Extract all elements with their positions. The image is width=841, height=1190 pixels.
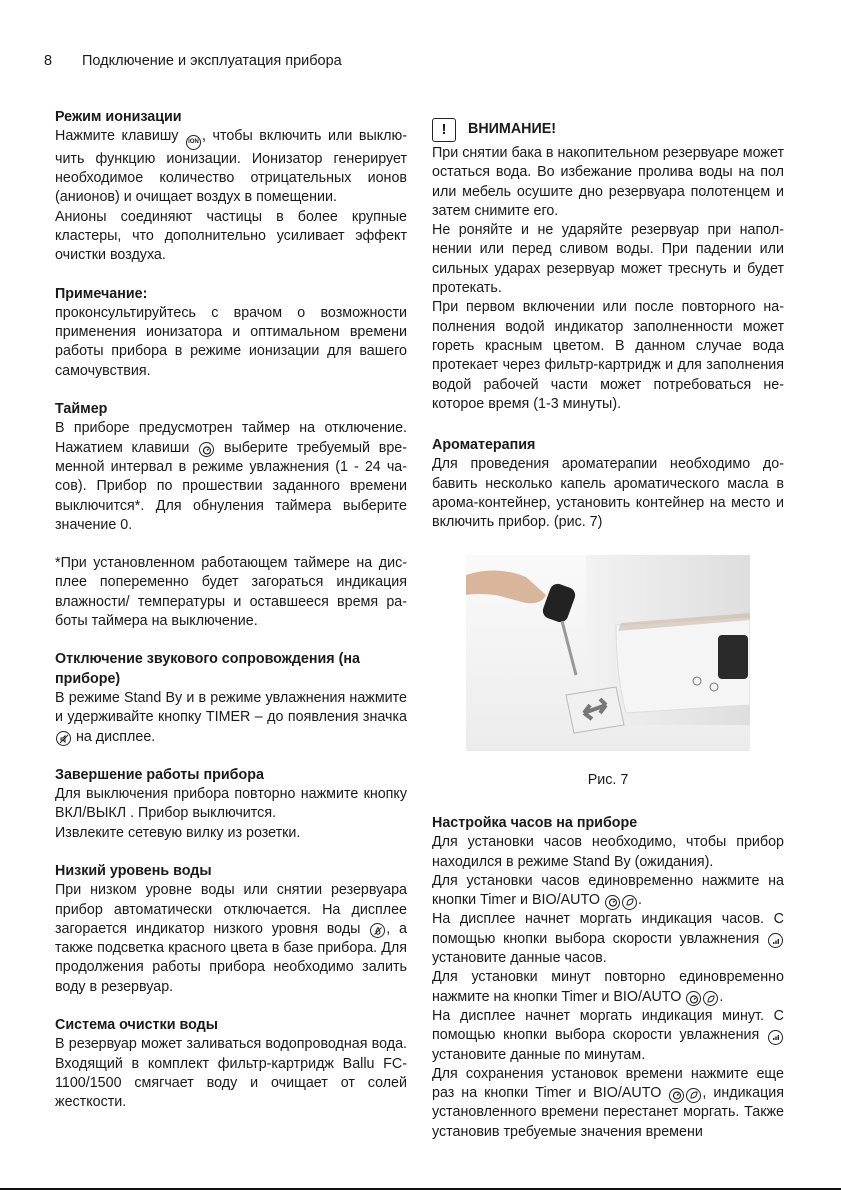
section-low-water [55,862,407,997]
section-title: Ароматерапия [432,437,536,454]
paragraph: При первом включении или после повторного наполнения водой индикатор заполненности может гореть красным цветом. В данном случае вода протекает через фильтр-картридж и для заполнения водой рабочей части может потребоваться некоторое время (1-3 минуты). [432,299,784,412]
timer-button-icon [199,442,214,457]
section-title: Система очистки воды [55,1017,218,1034]
text: , индикация установленного времени перестанет моргать. Также установив требуемые значения времени [432,1085,784,1140]
section-title: Режим ионизации [55,109,182,125]
text: Для установки минут повторно единовременно нажмите на кнопки Timer и BIO/AUTO [432,969,784,1005]
text: . [638,892,643,909]
mute-icon [56,731,71,746]
paragraph [55,419,407,535]
warning-icon: ! [432,118,456,142]
section-sound-off [55,650,407,746]
section-timer [55,400,407,535]
paragraph: Для выключения прибора повторно нажмите кнопку ВКЛ/ВЫКЛ . Прибор выключится. [55,786,407,822]
paragraph [432,910,784,968]
section-ionization [55,108,407,266]
page-title: Подключение и эксплуатация прибора [82,53,342,69]
paragraph [55,127,407,207]
paragraph: Для установки часов необходимо, чтобы прибор находился в режиме Stand By (ожидания). [432,834,784,870]
paragraph [432,968,784,1007]
text: Для сохранения установок времени нажмите еще раз на кнопки Timer и BIO/AUTO [432,1065,784,1102]
section-clock [432,814,784,1142]
text: . [719,988,724,1005]
warning-title: ВНИМАНИЕ! [468,121,557,138]
section-title: Примечание: [55,285,148,302]
text: на дисплее. [75,728,156,745]
section-warning [432,118,784,414]
paragraph [432,1007,784,1065]
section-aroma [432,436,784,532]
section-shutdown [55,766,407,843]
section-water-cleaning [55,1016,407,1112]
text: установите данные часов. [432,950,607,967]
paragraph [432,872,784,911]
section-note [55,285,407,381]
paragraph: Для проведения ароматерапии необходимо добавить несколько капель ароматического масла в арома-контейнер, установить контейнер на место и включить прибор. (рис. 7) [432,456,784,531]
timer-button-icon [686,991,701,1006]
text: На дисплее начнет моргать индикация минут. С помощью кнопки выбора скорости увлажнения [432,1007,784,1044]
text: В режиме Stand By и в режиме увлажнения нажмите и удерживайте кнопку TIMER – до появления значка [55,689,407,726]
speed-button-icon [768,1030,783,1045]
humidifier-illustration [466,555,750,751]
section-title: Завершение работы прибора [55,766,264,783]
text: установите данные по минутам. [432,1046,646,1063]
left-column [55,108,407,1132]
warning-header [432,118,784,142]
text: , а также подсветка красного цвета в базе прибора. Для продолжения работы прибора необходимо залить воду в резервуар. [55,920,407,995]
section-footnote [55,554,407,631]
timer-button-icon [669,1088,684,1103]
section-title: Настройка часов на приборе [432,814,638,831]
text: Для установки часов единовременно нажмите на кнопки Timer и BIO/AUTO [432,872,784,909]
paragraph: В резервуар может заливаться водопроводная вода. Входящий в комплект фильтр-картридж Ballu FC-1100/1500 смягчает воду и очищает от солей жесткости. [55,1036,407,1111]
paragraph [55,881,407,997]
text: При низком уровне воды или снятии резервуара прибор автоматически отключается. На дисплее загорается индикатор низкого уровня воды [55,882,407,937]
text: На дисплее начнет моргать индикация часов. С помощью кнопки выбора скорости увлажнения [432,911,784,947]
figure-caption: Рис. 7 [587,771,629,788]
paragraph [432,1065,784,1142]
section-title: Отключение звукового сопровождения (на приборе) [55,651,360,687]
footnote: *При установленном работающем таймере на дисплее попеременно будет загораться индикация влажности/ температуры и оставшееся время работы таймера на выключение. [55,555,407,630]
text: В приборе предусмотрен таймер на отключение. Нажатием клавиши [55,420,407,456]
right-column [432,118,784,1161]
low-water-icon [370,923,385,938]
paragraph: Не роняйте и не ударяйте резервуар при наполнении или перед сливом воды. При падении или сильных ударах резервуар может треснуть и будет протекать. [432,222,784,297]
bio-auto-button-icon [622,895,637,910]
bio-auto-button-icon [703,991,718,1006]
paragraph: проконсультируйтесь с врачом о возможности применения ионизатора и оптимальном времени работы прибора в режиме ионизации для вашего самочувствия. [55,304,407,379]
text: выберите требуемый временной интервал в режиме увлажнения (1 - 24 часов). Прибор по прошествии заданного времени выключится*. Для обнуления таймера выберите значение 0. [55,439,407,533]
timer-button-icon [605,895,620,910]
text: , чтобы включить или выключить функцию ионизации. Ионизатор генерирует необходимое количество отрицательных ионов (анионов) и очищает воздух в помещении. [55,128,407,206]
page-header [44,51,804,71]
speed-button-icon [768,933,783,948]
section-title: Низкий уровень воды [55,863,212,879]
paragraph: При снятии бака в накопительном резервуаре может остаться вода. Во избежание пролива воды на пол или мебель осушите дно резервуара полотенцем и затем снимите его. [432,145,784,219]
page-number: 8 [44,53,53,69]
text: Нажмите клавишу [55,128,179,145]
bio-auto-button-icon [686,1088,701,1103]
paragraph: Извлеките сетевую вилку из розетки. [55,824,301,841]
paragraph: Анионы соединяют частицы в более крупные кластеры, что дополнительно усиливает эффект очистки воздуха. [55,208,407,264]
paragraph [55,689,407,747]
section-title: Таймер [55,401,108,418]
figure-aroma-container-photo [466,555,750,751]
ion-button-icon: ION [186,135,201,150]
